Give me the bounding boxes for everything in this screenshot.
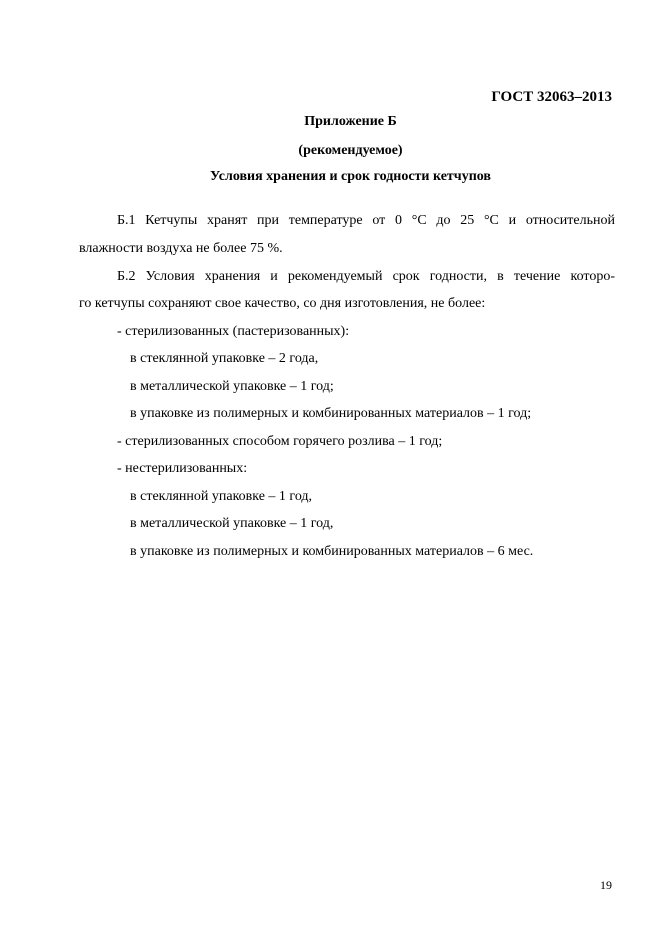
list-item: - нестерилизованных: <box>117 461 248 476</box>
paragraph-b1-line-1: Б.1 Кетчупы хранят при температуре от 0 °С до 25 °С и относительной <box>117 213 615 228</box>
appendix-heading: Условия хранения и срок годности кетчупов <box>210 169 491 184</box>
list-item: - стерилизованных (пастеризованных): <box>117 324 350 339</box>
document-code: ГОСТ 32063–2013 <box>491 89 612 105</box>
paragraph-b1-line-2: влажности воздуха не более 75 %. <box>79 241 283 256</box>
appendix-status: (рекомендуемое) <box>298 143 403 158</box>
list-item: - стерилизованных способом горячего розлива – 1 год; <box>117 434 443 449</box>
list-item: в стеклянной упаковке – 2 года, <box>130 351 319 366</box>
appendix-title: Приложение Б <box>304 114 397 129</box>
list-item: в упаковке из полимерных и комбинированных материалов – 6 мес. <box>130 544 534 559</box>
list-item: в металлической упаковке – 1 год, <box>130 516 334 531</box>
paragraph-b2-line-1: Б.2 Условия хранения и рекомендуемый срок годности, в течение которо- <box>117 269 615 284</box>
page-number: 19 <box>600 878 612 892</box>
list-item: в металлической упаковке – 1 год; <box>130 379 334 394</box>
list-item: в стеклянной упаковке – 1 год, <box>130 489 313 504</box>
paragraph-b2-line-2: го кетчупы сохраняют свое качество, со дня изготовления, не более: <box>79 296 486 311</box>
list-item: в упаковке из полимерных и комбинированных материалов – 1 год; <box>130 406 532 421</box>
